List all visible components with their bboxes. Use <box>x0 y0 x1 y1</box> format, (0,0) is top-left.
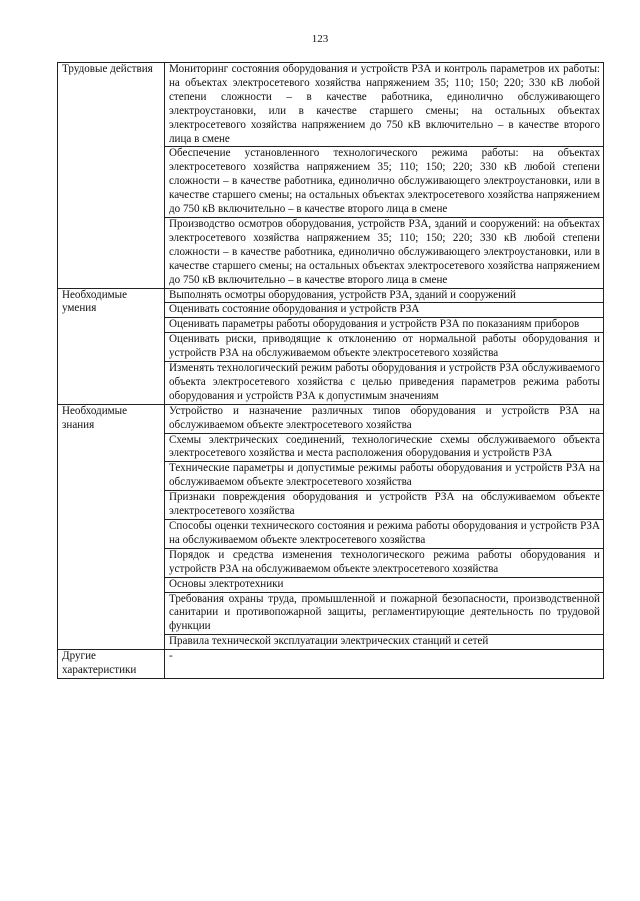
required-skill-item: Изменять технологический режим работы оборудования и устройств РЗА обслуживаемого объекта электросетевого хозяйства с целью приведения параметров режима работы оборудования и устройств РЗА к допустимым значениям <box>165 362 604 405</box>
required-knowledge-item: Основы электротехники <box>165 577 604 592</box>
required-knowledge-item: Технические параметры и допустимые режимы работы оборудования и устройств РЗА на обслуживаемом объекте электросетевого хозяйства <box>165 462 604 491</box>
required-knowledge-item: Способы оценки технического состояния и режима работы оборудования и устройств РЗА на обслуживаемом объекте электросетевого хозяйства <box>165 520 604 549</box>
required-knowledge-item: Порядок и средства изменения технологического режима работы оборудования и устройств РЗА на обслуживаемом объекте электросетевого хозяйства <box>165 548 604 577</box>
table-row <box>58 63 604 147</box>
required-knowledge-item: Правила технической эксплуатации электрических станций и сетей <box>165 635 604 650</box>
section-label-required-skills: Необходимые умения <box>58 288 165 404</box>
section-label-required-knowledge: Необходимые знания <box>58 404 165 649</box>
labor-action-item: Обеспечение установленного технологического режима работы: на объектах электросетевого хозяйства напряжением 35; 110; 150; 220; 330 кВ любой степени сложности – в качестве работника, единолично обслуживающего электроустановки, или в качестве старшего смены; на остальных объектах электросетевого хозяйства напряжением до 750 кВ включительно – в качестве второго лица в смене <box>165 147 604 218</box>
required-knowledge-item: Требования охраны труда, промышленной и пожарной безопасности, производственной санитарии и противопожарной защиты, регламентирующие деятельность по трудовой функции <box>165 592 604 635</box>
labor-functions-table <box>57 62 604 679</box>
page-number: 123 <box>311 33 329 45</box>
required-skill-item: Оценивать параметры работы оборудования и устройств РЗА по показаниям приборов <box>165 318 604 333</box>
required-skill-item: Выполнять осмотры оборудования, устройств РЗА, зданий и сооружений <box>165 288 604 303</box>
labor-action-item: Мониторинг состояния оборудования и устройств РЗА и контроль параметров их работы: на объектах электросетевого хозяйства напряжением 35; 110; 150; 220; 330 кВ любой степени сложности – в качестве работника, единолично обслуживающего электроустановки, или в качестве старшего смены; на остальных объектах электросетевого хозяйства напряжением до 750 кВ включительно – в качестве второго лица в смене <box>165 63 604 147</box>
required-knowledge-item: Устройство и назначение различных типов оборудования и устройств РЗА на обслуживаемом объекте электросетевого хозяйства <box>165 404 604 433</box>
table-row <box>58 288 604 303</box>
required-knowledge-item: Признаки повреждения оборудования и устройств РЗА на обслуживаемом объекте электросетевого хозяйства <box>165 491 604 520</box>
required-knowledge-item: Схемы электрических соединений, технологические схемы обслуживаемого объекта электросетевого хозяйства и места расположения оборудования и устройств РЗА <box>165 433 604 462</box>
section-label-labor-actions: Трудовые действия <box>58 63 165 289</box>
table-row <box>58 650 604 679</box>
required-skill-item: Оценивать состояние оборудования и устройств РЗА <box>165 303 604 318</box>
section-label-other-characteristics: Другие характеристики <box>58 650 165 679</box>
other-characteristics-item: - <box>165 650 604 679</box>
table-row <box>58 404 604 433</box>
required-skill-item: Оценивать риски, приводящие к отклонению от нормальной работы оборудования и устройств РЗА на обслуживаемом объекте электросетевого хозяйства <box>165 333 604 362</box>
labor-action-item: Производство осмотров оборудования, устройств РЗА, зданий и сооружений: на объектах электросетевого хозяйства напряжением 35; 110; 150; 220; 330 кВ любой степени сложности – в качестве работника, единолично обслуживающего электроустановки, или в качестве старшего смены; на остальных объектах электросетевого хозяйства напряжением до 750 кВ включительно – в качестве второго лица в смене <box>165 217 604 288</box>
